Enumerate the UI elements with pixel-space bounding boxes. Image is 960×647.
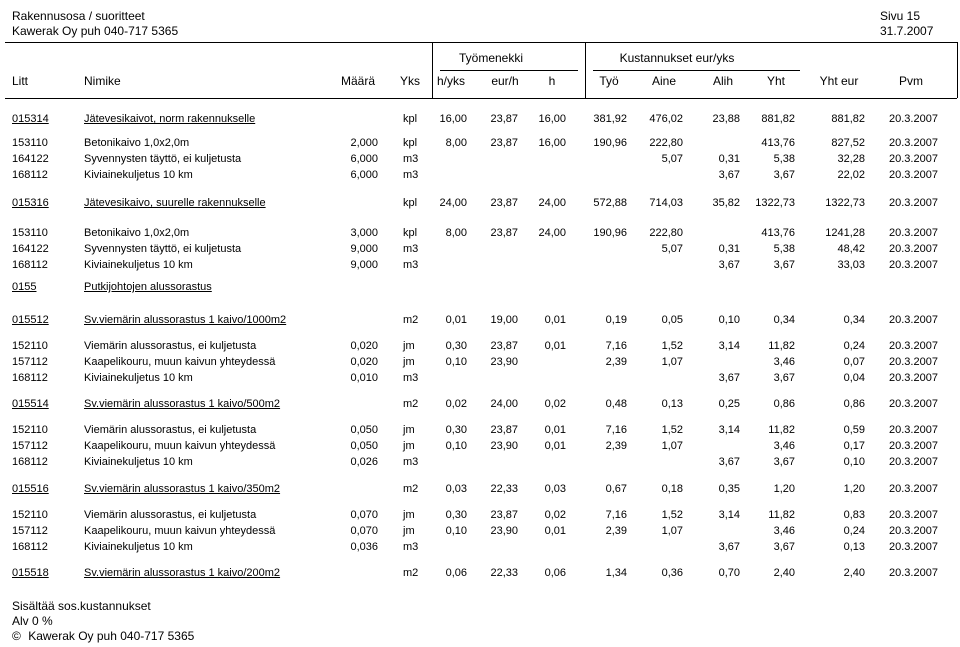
cell-yht-eur: 0,07	[843, 356, 865, 368]
cell-hyks: 0,01	[445, 314, 467, 326]
cell-tyo: 2,39	[605, 525, 627, 537]
cell-litt: 015516	[12, 483, 49, 495]
footer-vat: Alv 0 %	[12, 614, 53, 628]
cell-maara: 9,000	[350, 259, 378, 271]
cell-pvm: 20.3.2007	[889, 440, 938, 452]
table-row	[0, 226, 960, 240]
table-header-bottom-border	[5, 98, 957, 99]
cell-aine: 5,07	[661, 243, 683, 255]
cell-maara: 6,000	[350, 153, 378, 165]
cell-litt: 153110	[12, 227, 48, 239]
cell-aine: 1,07	[661, 525, 683, 537]
cell-hyks: 0,10	[445, 440, 467, 452]
cell-yht: 11,82	[768, 424, 795, 436]
cell-yks: jm	[403, 440, 415, 452]
footer-note: Sisältää sos.kustannukset	[12, 599, 151, 613]
column-divider	[585, 42, 586, 98]
col-header-h: h	[548, 74, 556, 88]
cell-yks: jm	[403, 356, 415, 368]
cell-h: 0,01	[544, 340, 566, 352]
cell-maara: 0,020	[350, 356, 378, 368]
col-header-tyo: Työ	[599, 74, 619, 88]
cell-nimike: Viemärin alussorastus, ei kuljetusta	[84, 340, 257, 352]
cell-hyks: 0,06	[445, 567, 467, 579]
cell-maara: 0,020	[350, 340, 378, 352]
report-date: 31.7.2007	[880, 24, 934, 38]
cell-yks: kpl	[403, 113, 418, 125]
group-row	[0, 397, 960, 411]
col-header-aine: Aine	[651, 74, 677, 88]
cell-yht: 3,67	[773, 169, 795, 181]
cell-h: 0,06	[544, 567, 566, 579]
cell-yht: 3,46	[773, 525, 795, 537]
cell-pvm: 20.3.2007	[889, 424, 938, 436]
cell-hyks: 0,10	[445, 525, 467, 537]
cell-yks: m2	[403, 483, 419, 495]
cell-pvm: 20.3.2007	[889, 169, 938, 181]
cell-h: 0,03	[544, 483, 566, 495]
cell-eurh: 22,33	[490, 483, 518, 495]
cell-eurh: 22,33	[490, 567, 518, 579]
cell-alih: 3,14	[718, 424, 740, 436]
group-underline	[593, 70, 800, 71]
cell-maara: 2,000	[350, 137, 378, 149]
cell-alih: 3,67	[718, 372, 740, 384]
cell-pvm: 20.3.2007	[889, 153, 938, 165]
table-row	[0, 258, 960, 272]
group-row	[0, 566, 960, 580]
cell-eurh: 23,90	[490, 525, 518, 537]
col-header-yht-eur: Yht eur	[819, 74, 859, 88]
cell-litt: 015514	[12, 398, 49, 410]
cell-yht-eur: 1,20	[843, 483, 865, 495]
cell-hyks: 0,10	[445, 356, 467, 368]
cell-nimike: Betonikaivo 1,0x2,0m	[84, 137, 190, 149]
table-row	[0, 242, 960, 256]
cell-h: 24,00	[538, 197, 566, 209]
table-row	[0, 152, 960, 166]
cell-alih: 0,31	[718, 243, 740, 255]
cell-litt: 152110	[12, 340, 48, 352]
cell-alih: 3,14	[718, 509, 740, 521]
cell-nimike: Sv.viemärin alussorastus 1 kaivo/500m2	[84, 398, 281, 410]
cell-pvm: 20.3.2007	[889, 372, 938, 384]
cell-maara: 0,036	[350, 541, 378, 553]
cell-yks: m3	[403, 456, 419, 468]
cell-tyo: 7,16	[605, 340, 627, 352]
cell-litt: 168112	[12, 372, 48, 384]
cell-nimike: Sv.viemärin alussorastus 1 kaivo/1000m2	[84, 314, 287, 326]
cell-tyo: 1,34	[605, 567, 627, 579]
cell-yht-eur: 0,17	[843, 440, 865, 452]
cell-yht-eur: 0,24	[843, 340, 865, 352]
cell-aine: 222,80	[649, 137, 683, 149]
cell-yht-eur: 0,04	[843, 372, 865, 384]
cell-nimike: Kiviainekuljetus 10 km	[84, 372, 193, 384]
cell-aine: 0,36	[661, 567, 683, 579]
cell-yht: 0,34	[773, 314, 795, 326]
cell-litt: 152110	[12, 509, 48, 521]
cell-h: 0,02	[544, 509, 566, 521]
cell-h: 0,01	[544, 424, 566, 436]
col-header-alih: Alih	[712, 74, 734, 88]
cell-eurh: 23,87	[490, 340, 518, 352]
cell-litt: 168112	[12, 456, 48, 468]
cell-alih: 0,25	[718, 398, 740, 410]
cell-yht: 3,46	[773, 440, 795, 452]
cell-yks: kpl	[403, 197, 418, 209]
cell-yht: 1,20	[773, 483, 795, 495]
cell-tyo: 381,92	[593, 113, 627, 125]
cell-hyks: 0,30	[445, 340, 467, 352]
cell-hyks: 8,00	[445, 137, 467, 149]
group-underline	[440, 70, 578, 71]
cell-pvm: 20.3.2007	[889, 456, 938, 468]
group-row	[0, 196, 960, 210]
cell-tyo: 572,88	[593, 197, 627, 209]
cell-h: 16,00	[538, 137, 566, 149]
cell-hyks: 24,00	[439, 197, 467, 209]
cell-alih: 0,10	[718, 314, 740, 326]
col-header-nimike: Nimike	[84, 74, 121, 88]
cell-eurh: 23,87	[490, 424, 518, 436]
cell-litt: 0155	[12, 281, 37, 293]
cell-maara: 0,010	[350, 372, 378, 384]
cell-yht: 3,67	[773, 259, 795, 271]
cell-yht: 3,67	[773, 541, 795, 553]
cell-h: 0,01	[544, 440, 566, 452]
cell-yht: 413,76	[761, 227, 795, 239]
cell-tyo: 7,16	[605, 424, 627, 436]
table-row	[0, 423, 960, 437]
cell-litt: 152110	[12, 424, 48, 436]
cell-eurh: 23,90	[490, 440, 518, 452]
cell-yht-eur: 0,86	[843, 398, 865, 410]
cell-yht: 11,82	[768, 509, 795, 521]
section-row	[0, 280, 960, 294]
cell-yht-eur: 0,83	[843, 509, 865, 521]
cell-litt: 157112	[12, 525, 48, 537]
cell-yht-eur: 0,24	[843, 525, 865, 537]
cell-maara: 0,070	[350, 509, 378, 521]
table-row	[0, 371, 960, 385]
cell-litt: 015518	[12, 567, 49, 579]
report-title: Rakennusosa / suoritteet	[12, 9, 145, 23]
cell-maara: 0,050	[350, 424, 378, 436]
cell-litt: 015314	[12, 113, 49, 125]
cell-litt: 164122	[12, 243, 49, 255]
cell-aine: 0,13	[661, 398, 683, 410]
cell-pvm: 20.3.2007	[889, 509, 938, 521]
cell-yks: m3	[403, 259, 419, 271]
column-divider	[957, 42, 958, 98]
cell-h: 0,02	[544, 398, 566, 410]
cell-nimike: Syvennysten täyttö, ei kuljetusta	[84, 243, 242, 255]
footer-company: Kawerak Oy puh 040-717 5365	[28, 629, 195, 643]
cell-yks: jm	[403, 509, 415, 521]
cell-h: 0,01	[544, 525, 566, 537]
cell-nimike: Kaapelikouru, muun kaivun yhteydessä	[84, 440, 276, 452]
cell-nimike: Kiviainekuljetus 10 km	[84, 541, 193, 553]
cell-yht-eur: 881,82	[831, 113, 865, 125]
col-header-hyks: h/yks	[436, 74, 466, 88]
cell-alih: 3,67	[718, 456, 740, 468]
cell-yht-eur: 0,34	[843, 314, 865, 326]
cell-aine: 0,18	[661, 483, 683, 495]
group-row	[0, 313, 960, 327]
cell-eurh: 23,87	[490, 227, 518, 239]
cell-pvm: 20.3.2007	[889, 259, 938, 271]
cell-yht-eur: 33,03	[837, 259, 865, 271]
cell-yht: 881,82	[761, 113, 795, 125]
cell-eurh: 23,90	[490, 356, 518, 368]
cell-aine: 0,05	[661, 314, 683, 326]
cell-tyo: 190,96	[593, 227, 627, 239]
cell-yks: m2	[403, 567, 419, 579]
cell-nimike: Viemärin alussorastus, ei kuljetusta	[84, 424, 257, 436]
table-row	[0, 455, 960, 469]
col-header-maara: Määrä	[340, 74, 376, 88]
cell-pvm: 20.3.2007	[889, 340, 938, 352]
cell-pvm: 20.3.2007	[889, 137, 938, 149]
cell-h: 0,01	[544, 314, 566, 326]
cell-yht-eur: 1322,73	[825, 197, 865, 209]
cell-litt: 168112	[12, 169, 48, 181]
cell-tyo: 2,39	[605, 440, 627, 452]
cell-hyks: 0,02	[445, 398, 467, 410]
cell-yks: jm	[403, 340, 415, 352]
cell-alih: 0,31	[718, 153, 740, 165]
cell-pvm: 20.3.2007	[889, 541, 938, 553]
cell-pvm: 20.3.2007	[889, 398, 938, 410]
cell-pvm: 20.3.2007	[889, 525, 938, 537]
cell-maara: 6,000	[350, 169, 378, 181]
cell-aine: 714,03	[649, 197, 683, 209]
col-header-eurh: eur/h	[491, 74, 519, 88]
cell-pvm: 20.3.2007	[889, 567, 938, 579]
cell-aine: 1,07	[661, 356, 683, 368]
cell-yks: kpl	[403, 227, 418, 239]
cell-eurh: 24,00	[490, 398, 518, 410]
cell-yks: jm	[403, 424, 415, 436]
cell-yht: 3,46	[773, 356, 795, 368]
cell-nimike: Kiviainekuljetus 10 km	[84, 169, 193, 181]
cell-eurh: 23,87	[490, 509, 518, 521]
cell-nimike: Kaapelikouru, muun kaivun yhteydessä	[84, 525, 276, 537]
column-divider	[432, 42, 433, 98]
table-row	[0, 339, 960, 353]
cell-nimike: Kiviainekuljetus 10 km	[84, 456, 193, 468]
cell-nimike: Jätevesikaivo, suurelle rakennukselle	[84, 197, 266, 209]
cell-yks: m3	[403, 372, 419, 384]
cell-maara: 0,050	[350, 440, 378, 452]
col-header-yht: Yht	[766, 74, 786, 88]
cell-aine: 1,52	[661, 424, 683, 436]
cell-yht: 413,76	[761, 137, 795, 149]
cell-tyo: 2,39	[605, 356, 627, 368]
cell-nimike: Kiviainekuljetus 10 km	[84, 259, 193, 271]
cell-maara: 3,000	[350, 227, 378, 239]
col-header-pvm: Pvm	[899, 74, 923, 88]
cell-litt: 153110	[12, 137, 48, 149]
cell-yks: m3	[403, 169, 419, 181]
cell-yht-eur: 32,28	[837, 153, 865, 165]
cell-h: 16,00	[538, 113, 566, 125]
cell-yks: m3	[403, 153, 419, 165]
cell-maara: 0,026	[350, 456, 378, 468]
cell-eurh: 23,87	[490, 137, 518, 149]
cell-alih: 35,82	[712, 197, 740, 209]
cell-pvm: 20.3.2007	[889, 483, 938, 495]
cell-hyks: 0,30	[445, 424, 467, 436]
cell-yht: 3,67	[773, 372, 795, 384]
cell-pvm: 20.3.2007	[889, 243, 938, 255]
table-row	[0, 540, 960, 554]
table-row	[0, 439, 960, 453]
cell-tyo: 0,48	[605, 398, 627, 410]
cell-litt: 015316	[12, 197, 49, 209]
cell-yht-eur: 2,40	[843, 567, 865, 579]
cell-yht: 3,67	[773, 456, 795, 468]
cell-yks: m2	[403, 314, 419, 326]
cell-yht: 5,38	[773, 153, 795, 165]
cell-hyks: 0,30	[445, 509, 467, 521]
cell-aine: 1,52	[661, 340, 683, 352]
cell-pvm: 20.3.2007	[889, 227, 938, 239]
cell-nimike: Betonikaivo 1,0x2,0m	[84, 227, 190, 239]
cell-yht-eur: 827,52	[831, 137, 865, 149]
cell-tyo: 190,96	[593, 137, 627, 149]
cell-aine: 1,52	[661, 509, 683, 521]
cell-eurh: 19,00	[490, 314, 518, 326]
cell-yks: jm	[403, 525, 415, 537]
cell-alih: 0,35	[718, 483, 740, 495]
cell-nimike: Jätevesikaivot, norm rakennukselle	[84, 113, 256, 125]
cell-alih: 3,67	[718, 169, 740, 181]
cell-litt: 015512	[12, 314, 49, 326]
group-row	[0, 112, 960, 126]
table-top-border	[5, 42, 957, 43]
cell-maara: 0,070	[350, 525, 378, 537]
cell-alih: 23,88	[712, 113, 740, 125]
cell-nimike: Putkijohtojen alussorastus	[84, 281, 212, 293]
cell-yks: m2	[403, 398, 419, 410]
cell-eurh: 23,87	[490, 113, 518, 125]
cell-tyo: 0,19	[605, 314, 627, 326]
cell-aine: 476,02	[649, 113, 683, 125]
cell-yks: m3	[403, 541, 419, 553]
cell-litt: 168112	[12, 259, 48, 271]
table-row	[0, 355, 960, 369]
cell-yht: 2,40	[773, 567, 795, 579]
table-row	[0, 168, 960, 182]
cell-yht: 0,86	[773, 398, 795, 410]
cell-aine: 222,80	[649, 227, 683, 239]
cell-eurh: 23,87	[490, 197, 518, 209]
cell-alih: 0,70	[718, 567, 740, 579]
page-number: Sivu 15	[880, 9, 921, 23]
cell-hyks: 8,00	[445, 227, 467, 239]
col-header-yks: Yks	[399, 74, 421, 88]
cell-yht: 11,82	[768, 340, 795, 352]
cell-yht: 1322,73	[755, 197, 795, 209]
cell-litt: 157112	[12, 356, 48, 368]
cell-nimike: Kaapelikouru, muun kaivun yhteydessä	[84, 356, 276, 368]
cell-litt: 164122	[12, 153, 49, 165]
cell-litt: 157112	[12, 440, 48, 452]
cell-tyo: 7,16	[605, 509, 627, 521]
cell-tyo: 0,67	[605, 483, 627, 495]
footer-copyright	[12, 630, 194, 643]
cell-nimike: Syvennysten täyttö, ei kuljetusta	[84, 153, 242, 165]
cell-hyks: 16,00	[439, 113, 467, 125]
cell-yht-eur: 22,02	[837, 169, 865, 181]
col-header-litt: Litt	[12, 74, 29, 88]
cell-yks: kpl	[403, 137, 418, 149]
table-row	[0, 136, 960, 150]
table-row	[0, 508, 960, 522]
cell-nimike: Sv.viemärin alussorastus 1 kaivo/200m2	[84, 567, 281, 579]
cell-nimike: Sv.viemärin alussorastus 1 kaivo/350m2	[84, 483, 281, 495]
cell-pvm: 20.3.2007	[889, 314, 938, 326]
cell-yht-eur: 0,13	[843, 541, 865, 553]
cell-yht-eur: 48,42	[837, 243, 865, 255]
cell-yks: m3	[403, 243, 419, 255]
group-header-costs: Kustannukset eur/yks	[619, 51, 735, 65]
cell-hyks: 0,03	[445, 483, 467, 495]
cell-alih: 3,67	[718, 541, 740, 553]
cell-aine: 5,07	[661, 153, 683, 165]
cell-aine: 1,07	[661, 440, 683, 452]
cell-litt: 168112	[12, 541, 48, 553]
cell-yht-eur: 1241,28	[825, 227, 865, 239]
cell-nimike: Viemärin alussorastus, ei kuljetusta	[84, 509, 257, 521]
cell-yht-eur: 0,59	[843, 424, 865, 436]
cell-yht: 5,38	[773, 243, 795, 255]
company-line: Kawerak Oy puh 040-717 5365	[12, 24, 179, 38]
cell-maara: 9,000	[350, 243, 378, 255]
cell-h: 24,00	[538, 227, 566, 239]
cell-alih: 3,67	[718, 259, 740, 271]
copyright-icon: ©	[12, 629, 21, 643]
cell-pvm: 20.3.2007	[889, 197, 938, 209]
group-row	[0, 482, 960, 496]
group-header-labor: Työmenekki	[458, 51, 524, 65]
cell-pvm: 20.3.2007	[889, 113, 938, 125]
cell-pvm: 20.3.2007	[889, 356, 938, 368]
table-row	[0, 524, 960, 538]
cell-yht-eur: 0,10	[843, 456, 865, 468]
cell-alih: 3,14	[718, 340, 740, 352]
